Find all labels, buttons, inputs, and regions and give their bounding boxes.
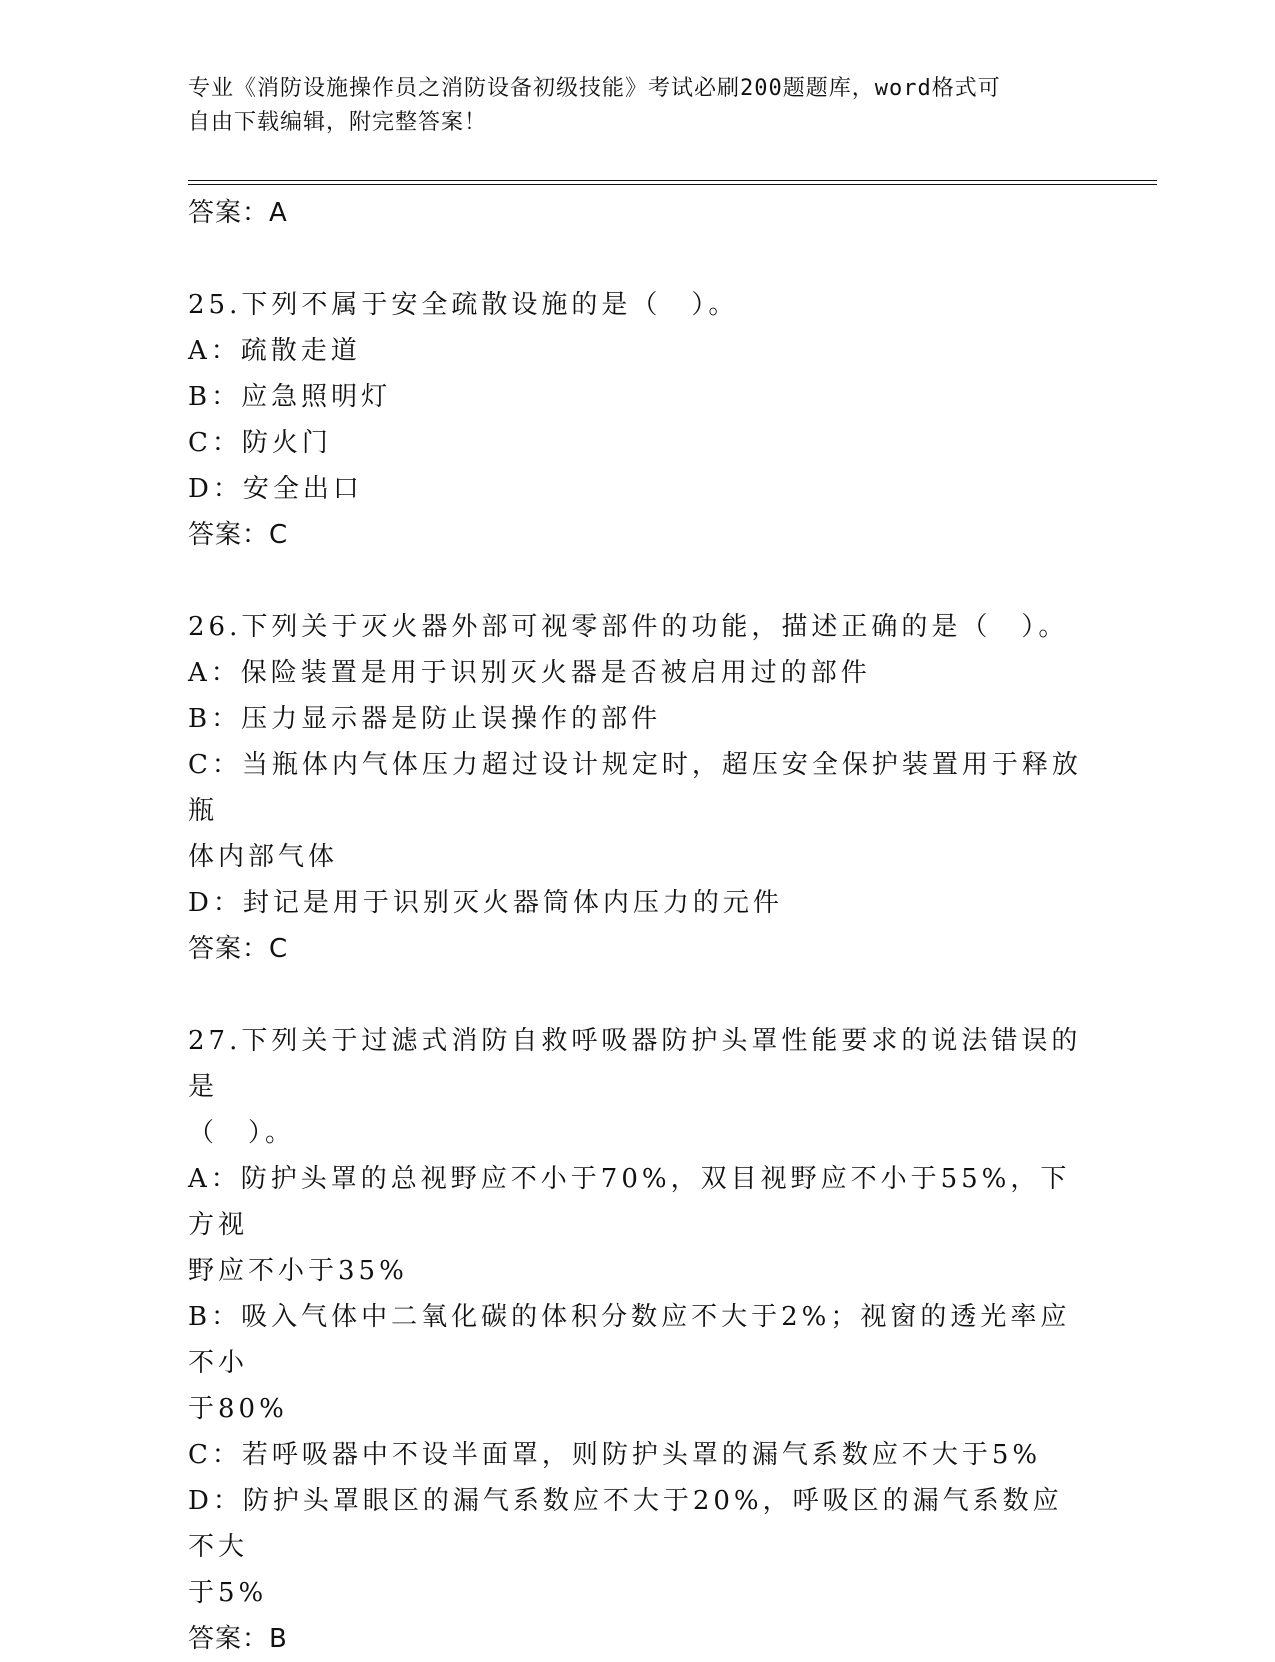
option-c: C：防火门	[188, 428, 332, 458]
option-c: C：当瓶体内气体压力超过设计规定时，超压安全保护装置用于释放瓶	[188, 750, 1082, 826]
answer-prev: 答案：A	[188, 198, 288, 228]
document-body	[188, 190, 1088, 1662]
option-b-continued: 于80%	[188, 1394, 288, 1424]
option-d-continued: 于5%	[188, 1578, 268, 1608]
header-line-2: 自由下载编辑，附完整答案！	[188, 110, 488, 135]
option-c-continued: 体内部气体	[188, 842, 339, 872]
option-d: D：防护头罩眼区的漏气系数应不大于20%，呼吸区的漏气系数应不大	[188, 1486, 1063, 1562]
question-stem-continued: （ ）。	[188, 1118, 296, 1148]
question-stem: 26.下列关于灭火器外部可视零部件的功能，描述正确的是（ ）。	[188, 612, 1069, 642]
document-header	[188, 72, 1088, 140]
header-divider-top	[188, 180, 1157, 181]
option-b: B：应急照明灯	[188, 382, 392, 412]
option-a: A：保险装置是用于识别灭火器是否被启用过的部件	[188, 658, 871, 688]
header-line-1: 专业《消防设施操作员之消防设备初级技能》考试必刷200题题库，word格式可	[188, 76, 1001, 101]
option-a-continued: 野应不小于35%	[188, 1256, 408, 1286]
option-d: D：封记是用于识别灭火器筒体内压力的元件	[188, 888, 783, 918]
question-27	[188, 1018, 1088, 1662]
question-stem: 27.下列关于过滤式消防自救呼吸器防护头罩性能要求的说法错误的是	[188, 1026, 1082, 1102]
option-b: B：压力显示器是防止误操作的部件	[188, 704, 662, 734]
answer-26: 答案：C	[188, 934, 289, 964]
question-stem: 25.下列不属于安全疏散设施的是（ ）。	[188, 290, 739, 320]
question-25	[188, 282, 1088, 558]
question-26	[188, 604, 1088, 972]
answer-27: 答案：B	[188, 1624, 288, 1654]
answer-25: 答案：C	[188, 520, 289, 550]
option-c: C：若呼吸器中不设半面罩，则防护头罩的漏气系数应不大于5%	[188, 1440, 1042, 1470]
option-d: D：安全出口	[188, 474, 363, 504]
option-b: B：吸入气体中二氧化碳的体积分数应不大于2%；视窗的透光率应不小	[188, 1302, 1071, 1378]
option-a: A：疏散走道	[188, 336, 361, 366]
option-a: A：防护头罩的总视野应不小于70%，双目视野应不小于55%，下方视	[188, 1164, 1071, 1240]
header-divider-bottom	[188, 184, 1157, 185]
